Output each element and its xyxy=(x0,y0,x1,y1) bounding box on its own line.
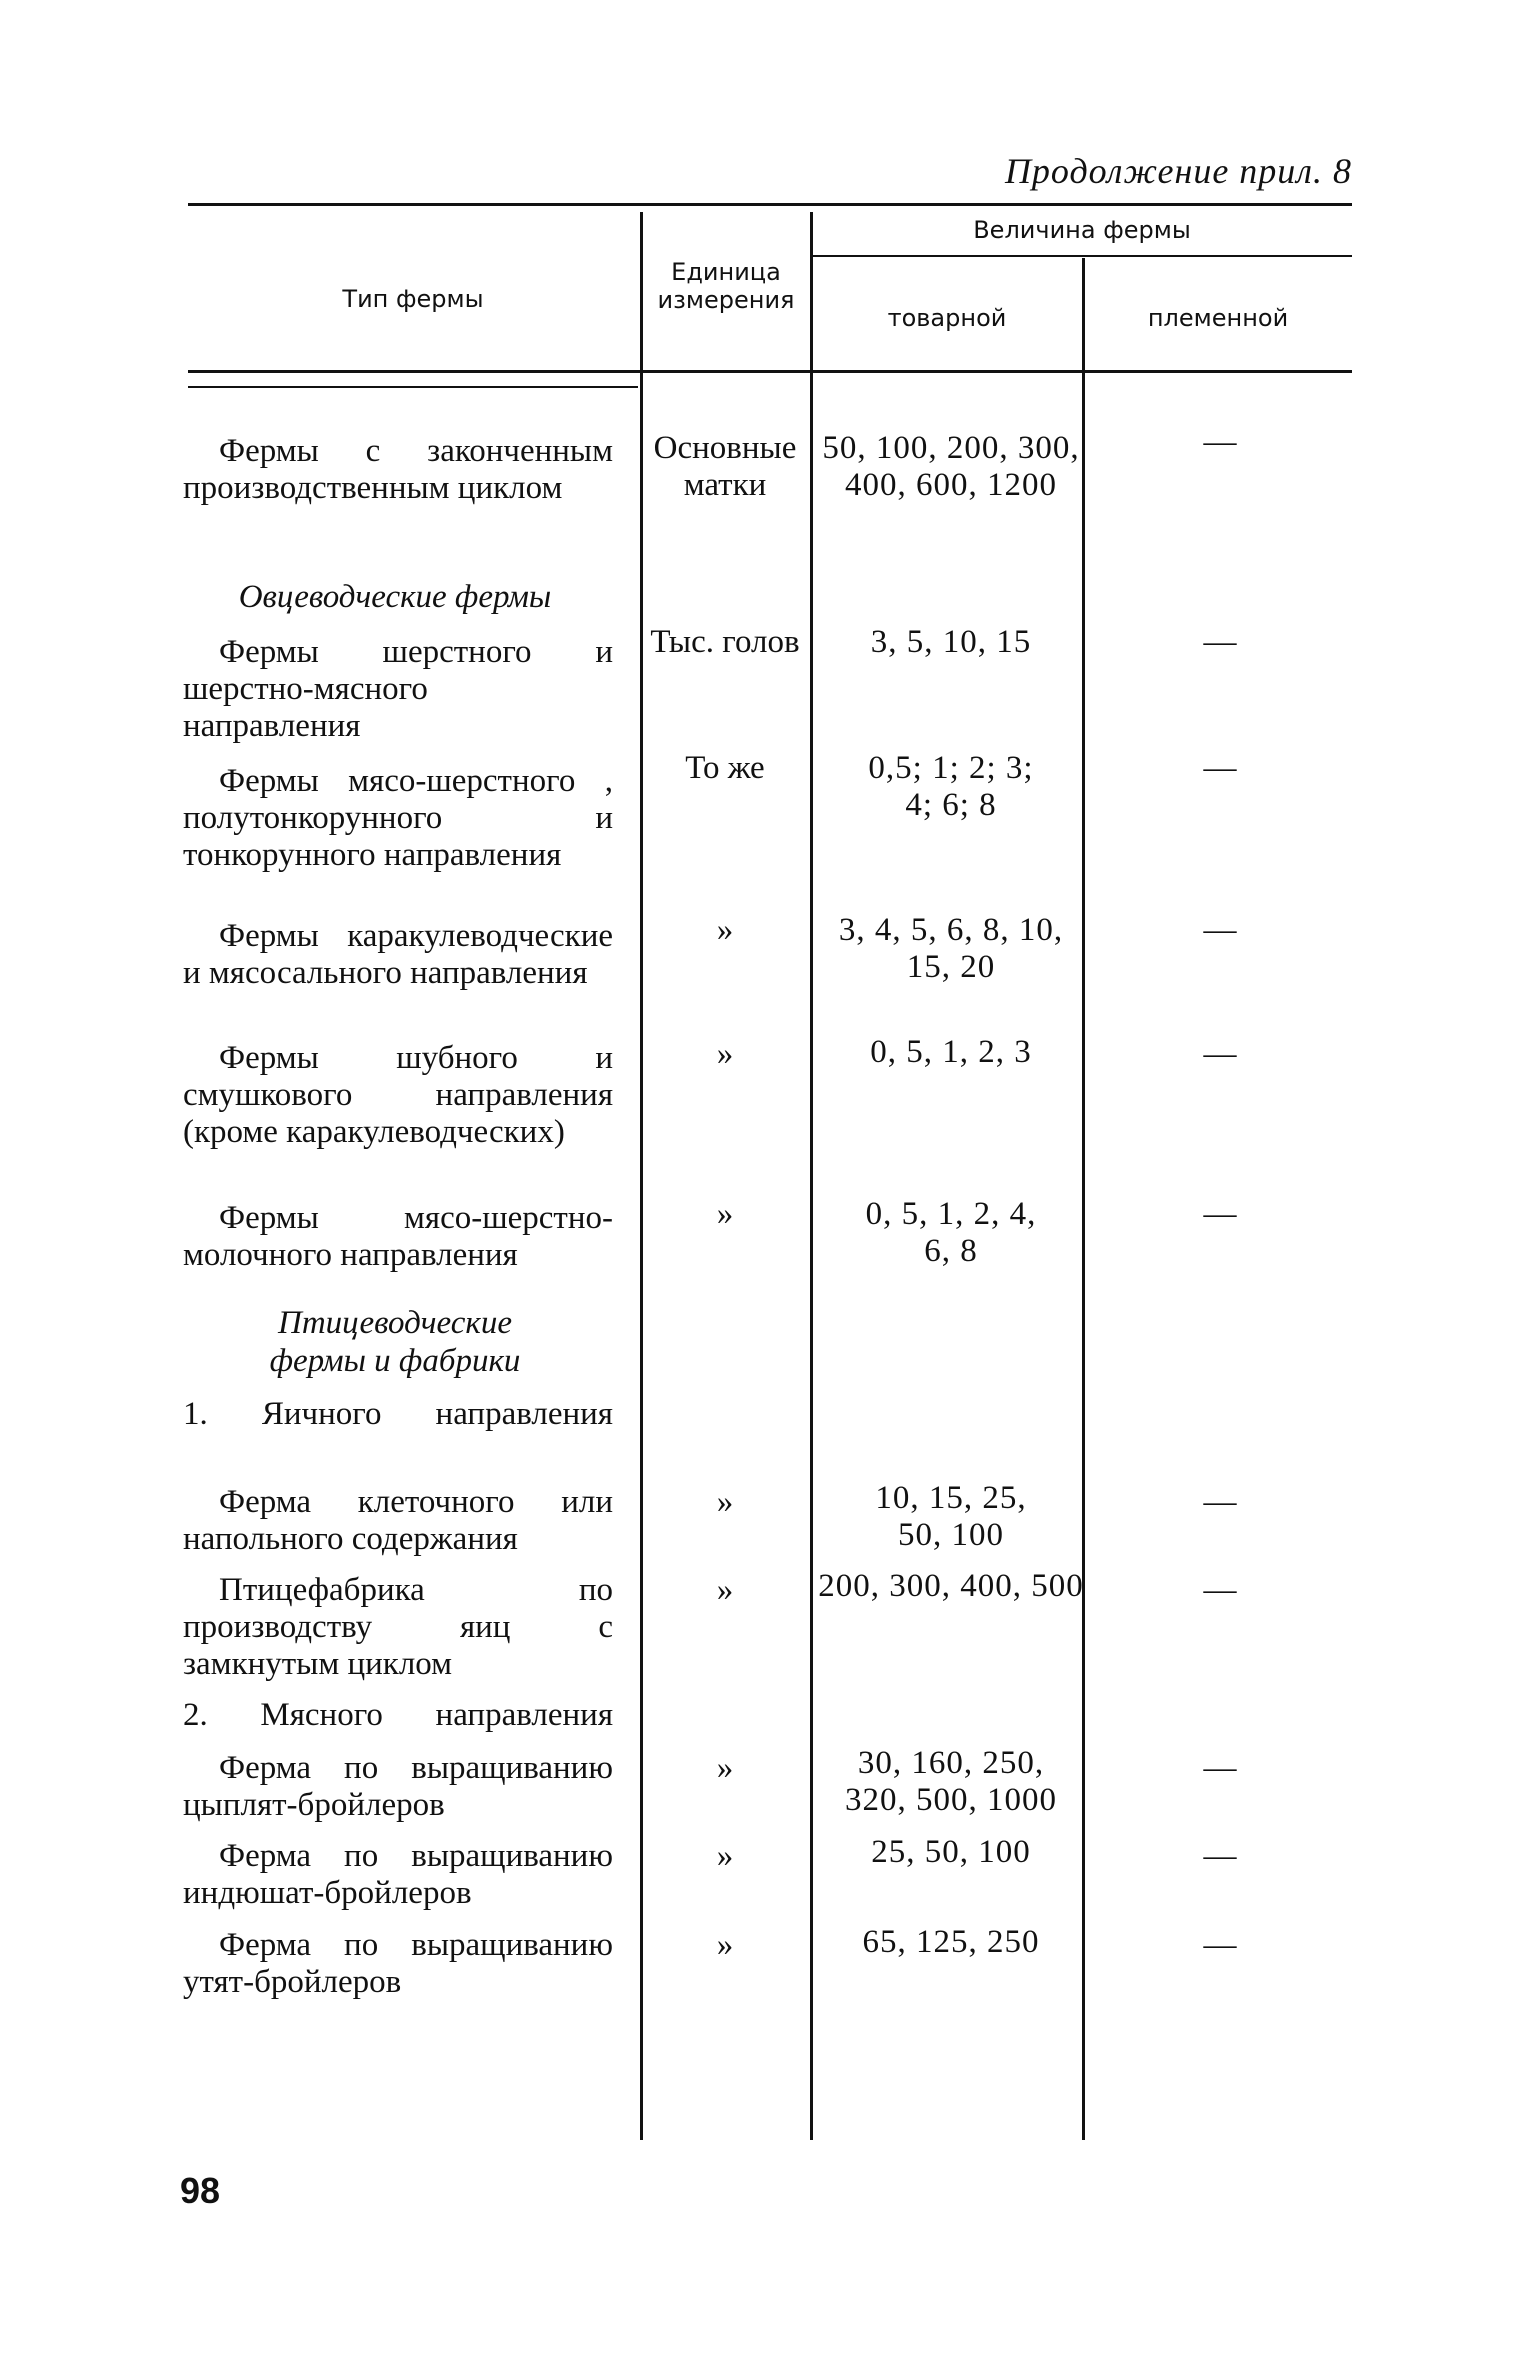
table-row-commercial: 3, 5, 10, 15 xyxy=(870,624,1032,660)
table-row-commercial: 50, 100, 200, 300, 400, 600, 1200 xyxy=(822,430,1080,503)
section-poultry: Птицеводческие фермы и фабрики xyxy=(269,1305,521,1379)
table-row-breeding: — xyxy=(1203,1750,1237,1786)
header-commercial: товарной xyxy=(887,304,1007,332)
table-row-breeding: — xyxy=(1203,1572,1237,1608)
table-row-commercial: 3, 4, 5, 6, 8, 10, 15, 20 xyxy=(838,912,1064,985)
size-subheader-rule xyxy=(812,255,1352,257)
table-row-breeding: — xyxy=(1203,912,1237,948)
table-row-unit: » xyxy=(716,1572,734,1608)
table-row-name: Фермы мясо-шерстно-молочного направления xyxy=(183,1200,613,1273)
table-row-breeding: — xyxy=(1203,750,1237,786)
table-row-name: Ферма клеточного или напольного содержания xyxy=(183,1484,613,1557)
section-sheep: Овцеводческие фермы xyxy=(238,579,552,615)
table-row-unit: » xyxy=(716,1196,734,1232)
header-size: Величина фермы xyxy=(973,216,1191,244)
continuation-caption: Продолжение прил. 8 xyxy=(1004,151,1352,191)
table-row-name: Фермы шерстного и шерстно-мясного направления xyxy=(183,634,613,744)
table-row-commercial: 65, 125, 250 xyxy=(862,1924,1040,1960)
table-row-commercial: 0,5; 1; 2; 3; 4; 6; 8 xyxy=(868,750,1034,823)
table-row-unit: » xyxy=(716,1838,734,1874)
table-row-unit: » xyxy=(716,1484,734,1520)
table-row-name: Фермы шубного и смушкового направления (кроме каракулеводческих) xyxy=(183,1040,613,1150)
section-egg: 1. Яичного направления xyxy=(183,1396,613,1432)
table-row-unit: » xyxy=(716,1927,734,1963)
table-row-name: Фермы каракулеводческие и мясосального направления xyxy=(183,918,613,991)
table-top-rule xyxy=(188,203,1352,206)
table-row-unit: » xyxy=(716,912,734,948)
table-row-name: Ферма по выращиванию индюшат-бройлеров xyxy=(183,1838,613,1911)
table-row-breeding: — xyxy=(1203,1196,1237,1232)
table-row-commercial: 25, 50, 100 xyxy=(871,1834,1031,1870)
page-number: 98 xyxy=(180,2170,221,2211)
section-meat: 2. Мясного направления xyxy=(183,1697,613,1733)
column-divider-2 xyxy=(810,212,813,2140)
table-row-unit: Тыс. голов xyxy=(650,624,800,660)
table-row-breeding: — xyxy=(1203,624,1237,660)
table-row-commercial: 0, 5, 1, 2, 3 xyxy=(870,1034,1032,1070)
header-bottom-rule xyxy=(188,370,1352,373)
table-row-unit: » xyxy=(716,1750,734,1786)
table-row-breeding: — xyxy=(1203,1036,1237,1072)
table-row-commercial: 200, 300, 400, 500 xyxy=(818,1568,1084,1604)
column-divider-1 xyxy=(640,212,643,2140)
table-row-breeding: — xyxy=(1203,1484,1237,1520)
table-row-breeding: — xyxy=(1203,424,1237,460)
table-row-breeding: — xyxy=(1203,1838,1237,1874)
table-row-breeding: — xyxy=(1203,1927,1237,1963)
body-top-rule xyxy=(188,386,638,388)
table-row-name: Ферма по выращиванию утят-бройлеров xyxy=(183,1927,613,2000)
table-row-unit: » xyxy=(716,1036,734,1072)
table-row-unit: То же xyxy=(685,750,765,786)
header-breeding: племенной xyxy=(1147,304,1289,332)
table-row-commercial: 30, 160, 250, 320, 500, 1000 xyxy=(845,1745,1057,1818)
header-type: Тип фермы xyxy=(342,285,484,313)
table-row-commercial: 0, 5, 1, 2, 4, 6, 8 xyxy=(865,1196,1037,1269)
table-row-name: Ферма по выращиванию цыплят-бройлеров xyxy=(183,1750,613,1823)
table-row-name: Фермы мясо-шерстного , полутонкорунного и тонкорунного направления xyxy=(183,763,613,873)
table-row-unit: Основные матки xyxy=(653,430,797,503)
header-unit: Единица измерения xyxy=(657,258,795,314)
table-row-name: Птицефабрика по производству яиц с замкнутым циклом xyxy=(183,1572,613,1682)
table-row-commercial: 10, 15, 25, 50, 100 xyxy=(875,1480,1027,1553)
table-row-name: Фермы с законченным производственным циклом xyxy=(183,433,613,506)
